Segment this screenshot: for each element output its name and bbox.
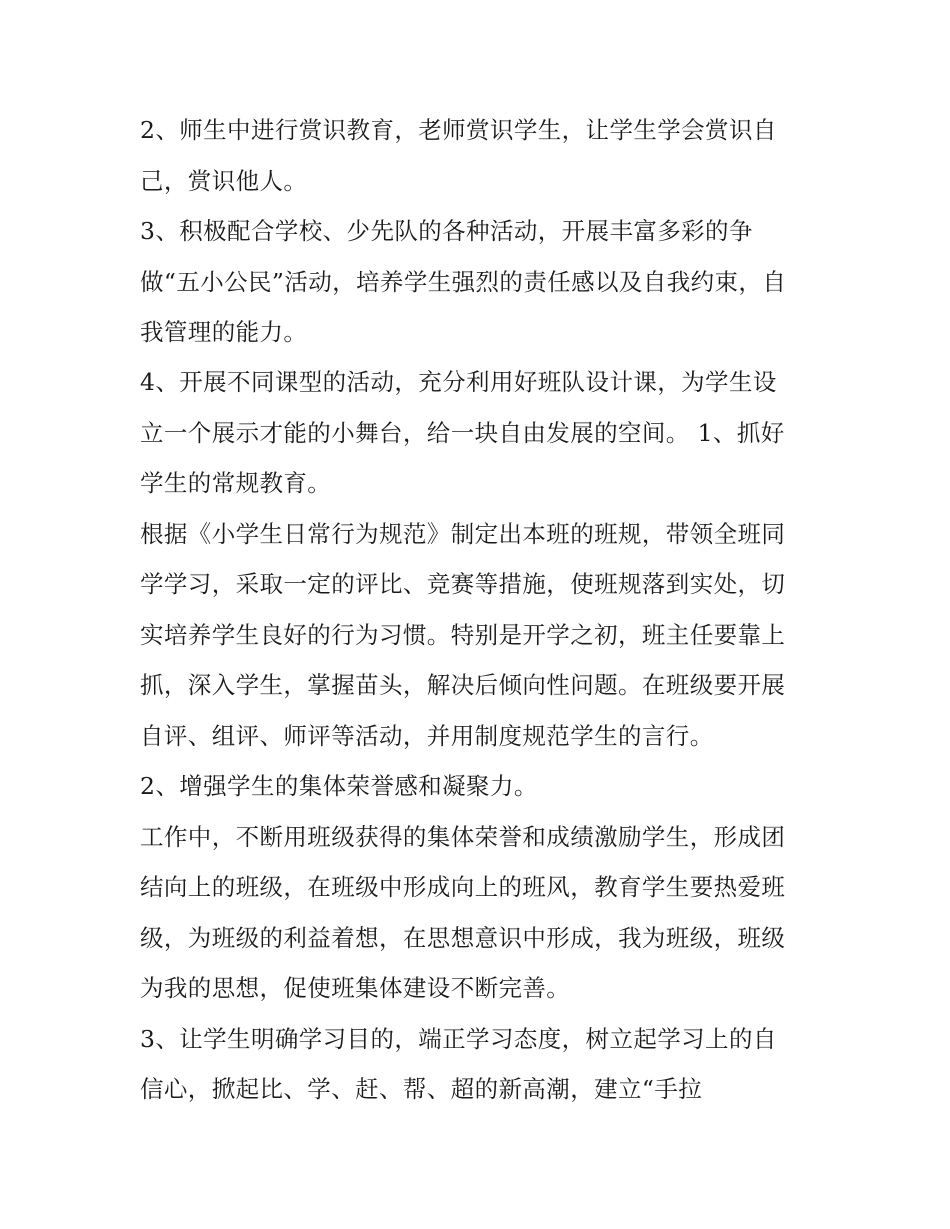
text-line: 3、积极配合学校、少先队的各种活动，开展丰富多彩的争 (140, 217, 753, 245)
text-line: 立一个展示才能的小舞台，给一块自由发展的空间。 1、抓好 (140, 419, 785, 447)
text-line: 我管理的能力。 (140, 318, 308, 346)
text-line: 工作中，不断用班级获得的集体荣誉和成绩激励学生，形成团 (140, 823, 786, 851)
text-line: 信心，掀起比、学、赶、帮、超的新高潮，建立“手拉 (140, 1075, 703, 1103)
text-line: 实培养学生良好的行为习惯。特别是开学之初，班主任要靠上 (140, 621, 786, 649)
text-line: 2、师生中进行赏识教育，老师赏识学生，让学生学会赏识自 (140, 116, 777, 144)
text-line: 自评、组评、师评等活动，并用制度规范学生的言行。 (140, 722, 714, 750)
text-line: 抓，深入学生，掌握苗头，解决后倾向性问题。在班级要开展 (140, 671, 786, 699)
text-line: 学学习，采取一定的评比、竞赛等措施，使班规落到实处，切 (140, 570, 786, 598)
text-line: 己，赏识他人。 (140, 167, 308, 195)
text-line: 根据《小学生日常行为规范》制定出本班的班规，带领全班同 (140, 520, 786, 548)
text-line: 4、开展不同课型的活动，充分利用好班队设计课，为学生设 (140, 368, 777, 396)
text-line: 3、让学生明确学习目的，端正学习态度，树立起学习上的自 (140, 1025, 777, 1053)
text-line: 2、增强学生的集体荣誉感和凝聚力。 (140, 772, 538, 800)
text-line: 级，为班级的利益着想，在思想意识中形成，我为班级，班级 (140, 924, 786, 952)
text-line: 做“五小公民”活动，培养学生强烈的责任感以及自我约束，自 (140, 268, 787, 296)
text-line: 为我的思想，促使班集体建设不断完善。 (140, 974, 571, 1002)
text-line: 结向上的班级，在班级中形成向上的班风，教育学生要热爱班 (140, 873, 786, 901)
text-line: 学生的常规教育。 (140, 469, 332, 497)
